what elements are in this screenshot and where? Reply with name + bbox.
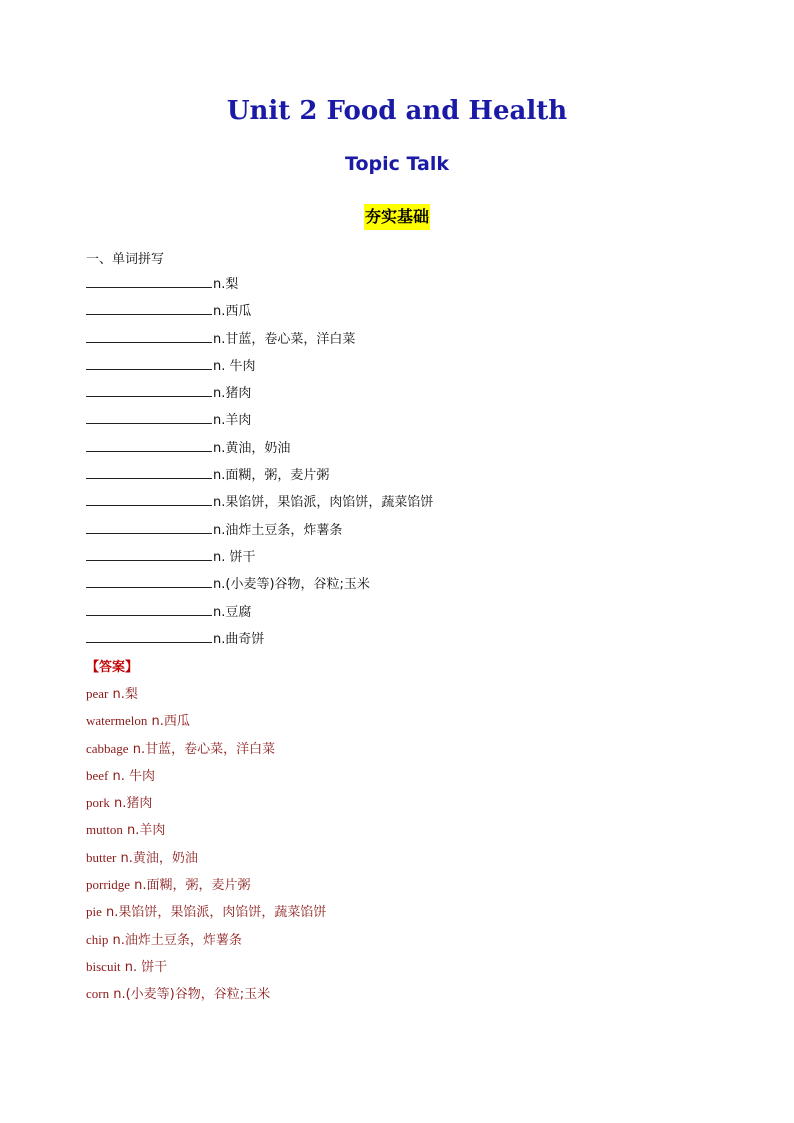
exercise-meaning: n.曲奇饼: [213, 631, 265, 647]
exercise-meaning: n. 饼干: [213, 549, 256, 565]
answer-list: [86, 684, 326, 1012]
answer-item: [86, 957, 326, 984]
answer-item: [86, 984, 326, 1011]
answer-meaning: n.西瓜: [147, 714, 190, 730]
exercise-item: [86, 492, 433, 519]
exercise-item: [86, 574, 433, 601]
answer-blank[interactable]: [86, 383, 212, 397]
answer-blank[interactable]: [86, 356, 212, 370]
answer-word: beef: [86, 767, 109, 783]
exercise-item: [86, 383, 433, 410]
answer-blank[interactable]: [86, 629, 212, 643]
exercise-item: [86, 465, 433, 492]
exercise-item: [86, 438, 433, 465]
answer-blank[interactable]: [86, 520, 212, 534]
answer-word: biscuit: [86, 958, 121, 974]
answer-meaning: n.猪肉: [109, 796, 153, 812]
exercise-list: [86, 274, 433, 656]
answer-meaning: n. 饼干: [120, 959, 168, 975]
answer-blank[interactable]: [86, 410, 212, 424]
answer-blank[interactable]: [86, 329, 212, 343]
answer-item: [86, 902, 326, 929]
exercise-heading: 一、单词拼写: [86, 252, 165, 267]
answer-item: [86, 930, 326, 957]
section-heading: 夯实基础: [364, 204, 430, 230]
answer-word: chip: [86, 931, 109, 947]
answer-item: [86, 739, 326, 766]
answer-word: pear: [86, 686, 109, 701]
answer-blank[interactable]: [86, 547, 212, 561]
page-subtitle: Topic Talk: [345, 153, 449, 175]
answer-blank[interactable]: [86, 465, 212, 479]
answer-meaning: n.甘蓝，卷心菜，洋白菜: [128, 741, 276, 757]
answer-meaning: n.果馅饼，果馅派，肉馅饼，蔬菜馅饼: [101, 905, 327, 921]
exercise-meaning: n.西瓜: [213, 304, 252, 320]
exercise-meaning: n. 牛肉: [213, 358, 256, 374]
answer-blank[interactable]: [86, 274, 212, 288]
answer-word: watermelon: [86, 713, 148, 729]
answer-heading: 【答案】: [86, 660, 139, 675]
answer-blank[interactable]: [86, 574, 212, 588]
answer-blank[interactable]: [86, 602, 212, 616]
answer-meaning: n.(小麦等)谷物，谷粒;玉米: [109, 987, 271, 1003]
exercise-item: [86, 274, 433, 301]
exercise-meaning: n.(小麦等)谷物，谷粒;玉米: [213, 577, 370, 593]
exercise-item: [86, 356, 433, 383]
answer-word: cabbage: [86, 740, 129, 756]
exercise-meaning: n.羊肉: [213, 413, 252, 429]
answer-blank[interactable]: [86, 492, 212, 506]
exercise-item: [86, 410, 433, 437]
exercise-meaning: n.黄油，奶油: [213, 440, 291, 456]
exercise-item: [86, 329, 433, 356]
answer-item: [86, 875, 326, 902]
page-title: Unit 2 Food and Health: [226, 96, 568, 126]
exercise-item: [86, 547, 433, 574]
answer-word: mutton: [86, 822, 123, 838]
exercise-meaning: n.甘蓝，卷心菜，洋白菜: [213, 331, 356, 347]
exercise-item: [86, 602, 433, 629]
answer-item: [86, 793, 326, 820]
exercise-meaning: n.梨: [213, 277, 239, 292]
exercise-meaning: n.猪肉: [213, 386, 252, 402]
exercise-item: [86, 301, 433, 328]
answer-meaning: n. 牛肉: [108, 768, 156, 784]
answer-item: [86, 848, 326, 875]
answer-word: porridge: [86, 877, 131, 893]
answer-meaning: n.面糊，粥，麦片粥: [130, 878, 251, 894]
answer-blank[interactable]: [86, 301, 212, 315]
answer-word: pork: [86, 795, 110, 811]
answer-item: [86, 820, 326, 847]
answer-meaning: n.黄油，奶油: [116, 850, 198, 866]
exercise-meaning: n.油炸土豆条，炸薯条: [213, 522, 343, 538]
answer-blank[interactable]: [86, 438, 212, 452]
exercise-item: [86, 520, 433, 547]
answer-meaning: n.梨: [108, 687, 138, 702]
answer-word: butter: [86, 849, 117, 865]
answer-meaning: n.羊肉: [122, 823, 166, 839]
exercise-meaning: n.果馅饼，果馅派，肉馅饼，蔬菜馅饼: [213, 495, 434, 511]
exercise-meaning: n.豆腐: [213, 604, 252, 620]
answer-meaning: n.油炸土豆条，炸薯条: [108, 932, 242, 948]
section-heading-wrapper: [0, 204, 794, 230]
exercise-meaning: n.面糊，粥，麦片粥: [213, 468, 330, 484]
exercise-item: [86, 629, 433, 656]
answer-word: pie: [86, 904, 102, 920]
answer-word: corn: [86, 986, 110, 1002]
answer-item: [86, 766, 326, 793]
answer-item: [86, 684, 326, 711]
answer-item: [86, 711, 326, 738]
